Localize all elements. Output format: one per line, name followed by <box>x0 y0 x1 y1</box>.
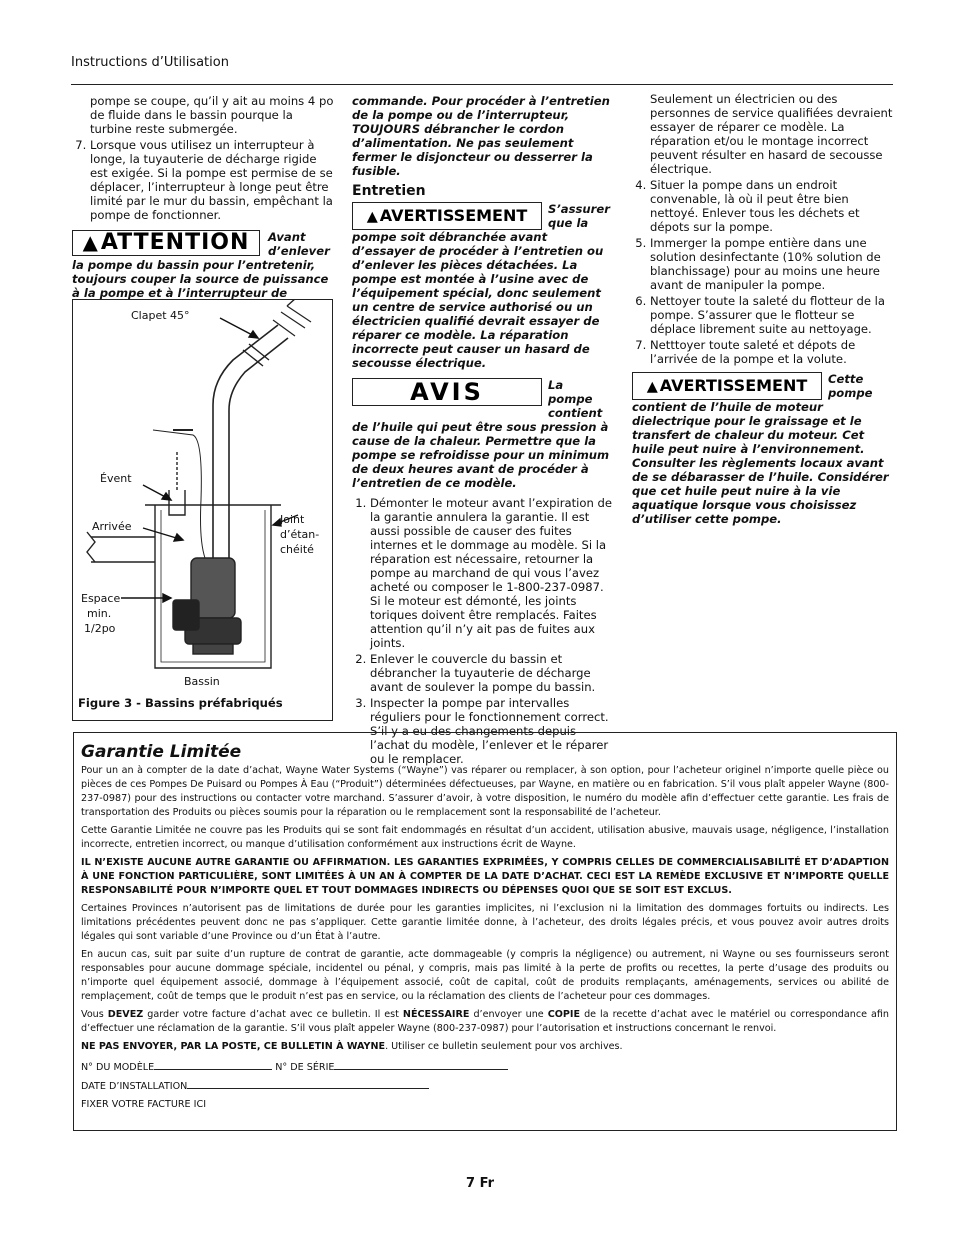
attention-block <box>72 230 334 300</box>
avertissement-text: contient de l’huile de moteur dielectrique pour le graissage et le transfert de chaleur du moteur. Cet huile peut nuire à l’environnement. Consulter les règlements locaux avant de se débarasser de l’huile. Considérer que cet huile peut nuire à la vie aquatique lorsque vous choisissez d’utiliser cette pompe. <box>632 400 889 526</box>
invoice-label: FIXER VOTRE FACTURE ICI <box>81 1099 207 1110</box>
install-date-field[interactable] <box>187 1079 429 1089</box>
avertissement-lead: S’assurer que la <box>548 202 610 230</box>
warranty-disclaimer: IL N’EXISTE AUCUNE AUTRE GARANTIE OU AFFIRMATION. LES GARANTIES EXPRIMÉES, Y COMPRIS CELLES DE COMMERCIALISABILITÉ ET D’ADAPTION À UNE FONCTION PARTICULIÈRE, SONT LIMITÉES À UN AN À COMPTER DE LA DATE D’ACHAT. CECI EST LA REMÈDE EXCLUSIVE ET N’IMPORTE QUELLE RESPONSABILITÉ POUR N’IMPORTE QUEL ET TOUT DOMMAGES INDIRECTS OU DÉPENSES QUOI QUE SE SOIT EST EXCLUS. <box>81 857 889 896</box>
warranty-paragraph: Vous DEVEZ garder votre facture d’achat avec ce bulletin. Il est NÉCESSAIRE d’envoyer une COPIE de la recette d’achat avec le matériel ou correspondance afin d’effectuer une réclamation de la garantie. S’il vous plaît appeler Wayne (800-237-0987) pour l’autorisation et instructions concernant le renvoi. <box>81 1009 889 1034</box>
label-bassin: Bassin <box>184 675 220 688</box>
entretien-heading: Entretien <box>352 183 426 199</box>
label-joint-1: Joint <box>280 513 305 526</box>
warranty-paragraph: Pour un an à compter de la date d’achat, Wayne Water Systems (“Wayne”) vas réparer ou remplacer, à son option, pour l’acheteur originel n’importe quelle pièce ou pièces de ces Pompes De Puisard ou Pompes À Eau (“Produit”) déterminées défectueuses, par Wayne, en matière ou en fabrication. S’il vous plaît appeler Wayne (800-237-0987) pour des instructions ou contacter votre marchand. S’assurer d’avoir, à votre disposition, le numéro du modèle afin d’effectuer cette garantie. Les frais de transportation des Produits ou pièces soumis pour la réparation ou le remplacement sont la responsabilité de l’acheteur. <box>81 765 889 818</box>
serial-label: N° DE SÉRIE <box>275 1062 335 1073</box>
column-2 <box>352 94 612 768</box>
avis-badge: AVIS <box>352 378 542 406</box>
avertissement-badge: ▲ AVERTISSEMENT <box>352 202 542 230</box>
model-serial-fields <box>81 1060 889 1075</box>
page-header: Instructions d’Utilisation <box>71 55 229 70</box>
attention-text: la pompe du bassin pour l’entretenir, toujours couper la source de puissance à la pompe et à l’interrupteur de <box>72 258 329 300</box>
continued-warning: commande. Pour procéder à l’entretien de la pompe ou de l’interrupteur, TOUJOURS débrancher le cordon d’alimentation. Ne pas seulement fermer le disjoncteur ou desserrer la fusible. <box>352 94 610 178</box>
warranty-box <box>73 732 897 1131</box>
label-event: Évent <box>100 472 132 485</box>
avis-lead: La pompe contient <box>548 378 603 420</box>
attention-lead: Avant d’enlever <box>268 230 330 258</box>
column-3 <box>632 92 894 526</box>
label-espace-3: 1/2po <box>84 622 116 635</box>
label-espace-2: min. <box>87 607 112 620</box>
avertissement-badge: ▲ AVERTISSEMENT <box>632 372 822 400</box>
install-date-field-row <box>81 1079 889 1094</box>
model-label: N° DU MODÈLE <box>81 1062 155 1073</box>
list-item: 7. Netttoyer toute saleté et dépots de l’arrivée de la pompe et la volute. <box>650 338 894 366</box>
install-date-label: DATE D’INSTALLATION <box>81 1081 188 1092</box>
serial-field[interactable] <box>334 1060 508 1070</box>
warranty-paragraph: En aucun cas, suit par suite d’un rupture de contrat de garantie, acte dommageable (y compris la négligence) ou autrement, ni Wayne ou ses fournisseurs seront responsables pour aucune dommage spéciale, incidentel ou pénal, y compris, mais pas limité à la perte de profits ou recettes, la perte d’usage des produits ou n’importe quel équipement associé, dommage à l’équipement associé, coût de capital, coût de produits remplaçants, aménagements, services ou abilité de remplaçement, coût de temps que le produit n’est pas en service, ou la réclamation des clients de l’acheteur pour ces dommages. <box>81 949 889 1002</box>
list-item: 7. Lorsque vous utilisez un interrupteur à longe, la tuyauterie de décharge rigide est exigée. Si la pompe est permise de se déplacer, l’interrupteur à longe peut être limité par le mur du bassin, empêchant la pompe de fonctionner. <box>90 138 334 222</box>
avis-text: de l’huile qui peut être sous pression à cause de la chaleur. Permettre que la pompe se refroidisse pour un minimum de deux heures avant de procéder à l’entretien de ce modèle. <box>352 420 610 490</box>
label-espace-1: Espace <box>81 592 121 605</box>
list-item: 3. Inspecter la pompe par intervalles réguliers pour le fonctionnement correct. S’il y a eu des changements depuis l’achat du modèle, l’enlever et le réparer ou le remplacer. <box>370 696 612 766</box>
avertissement-block <box>352 202 612 370</box>
warranty-notice: NE PAS ENVOYER, PAR LA POSTE, CE BULLETIN À WAYNE. Utiliser ce bulletin seulement pour vos archives. <box>81 1041 623 1052</box>
warning-triangle-icon: ▲ <box>646 379 658 395</box>
maintenance-list-continued <box>632 178 894 366</box>
label-arrivee: Arrivée <box>92 520 132 533</box>
avertissement-block-2 <box>632 372 894 526</box>
basin-pump-diagram <box>73 300 332 720</box>
page-number: 7 Fr <box>466 1176 495 1191</box>
warning-triangle-icon: ▲ <box>366 209 378 225</box>
label-joint-3: chéité <box>280 543 314 556</box>
list-item: 1. Démonter le moteur avant l’expiration de la garantie annulera la garantie. Il est aussi possible de causer des fuites internes et le dommage au modèle. Si la réparation est nécessaire, retourner la pompe au marchand de qui vous l’avez acheté ou composer le 1-800-237-0987. Si le moteur est démonté, les joints toriques doivent être remplacés. Faites attention qu’il n’y ait pas de fuites aux joints. <box>370 496 612 650</box>
avertissement-text: pompe soit débranchée avant d’essayer de procéder à l’entretien ou d’enlever les pièces détachées. La pompe est montée à l’usine avec de l’équipement spécial, donc seulement un centre de service authorisé ou un électricien qualifié devrait essayer de réparer ce modèle. La réparation incorrecte peut causer un hasard de secousse électrique. <box>352 230 604 370</box>
label-clapet: Clapet 45° <box>131 309 190 322</box>
header-rule <box>71 84 893 85</box>
figure-caption: Figure 3 - Bassins préfabriqués <box>78 696 283 710</box>
list-item: 6. Nettoyer toute la saleté du flotteur de la pompe. S’assurer que le flotteur se déplace librement suite au nettoyage. <box>650 294 894 336</box>
list-item: 2. Enlever le couvercle du bassin et débrancher la tuyauterie de décharge avant de soulever la pompe du bassin. <box>370 652 612 694</box>
list-item: 4. Situer la pompe dans un endroit convenable, là où il peut être bien nettoyé. Enlever tous les déchets et dépots sur la pompe. <box>650 178 894 234</box>
column-1 <box>72 94 334 300</box>
instruction-list <box>72 138 334 222</box>
list-item: 5. Immerger la pompe entière dans une solution desinfectante (10% solution de blanchissage) pour au moins une heure avant de manipuler la pompe. <box>650 236 894 292</box>
label-joint-2: d’étan- <box>280 528 320 541</box>
avertissement-lead: Cette pompe <box>828 372 873 400</box>
warranty-paragraph: Certaines Provinces n’autorisent pas de limitations de durée pour les garanties implicites, ni l’exclusion ni la limitation des dommages fortuits ou indirects. Les limitations précédentes peuvent donc ne pas s’appliquer. Cette garantie limitée donne, à l’acheteur, des droits légales précis, et vous pouvez avoir autres droits légales qui sont variable d’une Province ou d’un État à l’autre. <box>81 903 889 942</box>
maintenance-list <box>352 496 612 766</box>
model-field[interactable] <box>154 1060 272 1070</box>
warranty-title: Garantie Limitée <box>81 742 242 762</box>
avis-block <box>352 378 612 490</box>
attention-badge: ▲ATTENTION <box>72 230 260 256</box>
continued-text: pompe se coupe, qu’il y ait au moins 4 po de fluide dans le bassin pourque la turbine reste submergée. <box>90 94 334 136</box>
figure-3 <box>72 299 333 721</box>
warranty-paragraph: Cette Garantie Limitée ne couvre pas les Produits qui se sont fait endommagés en résultat d’un accident, utilisation abusive, mauvais usage, négligence, l’installation incorrecte, entretien incorrect, ou manque d’utilisation conformément aux instructions écrit de Wayne. <box>81 825 889 850</box>
warning-triangle-icon: ▲ <box>82 231 99 254</box>
continued-text: Seulement un électricien ou des personnes de service qualifiées devraient essayer de réparer ce modèle. La réparation et/ou le montage incorrect peuvent résulter en hasard de secousse électrique. <box>650 92 893 176</box>
